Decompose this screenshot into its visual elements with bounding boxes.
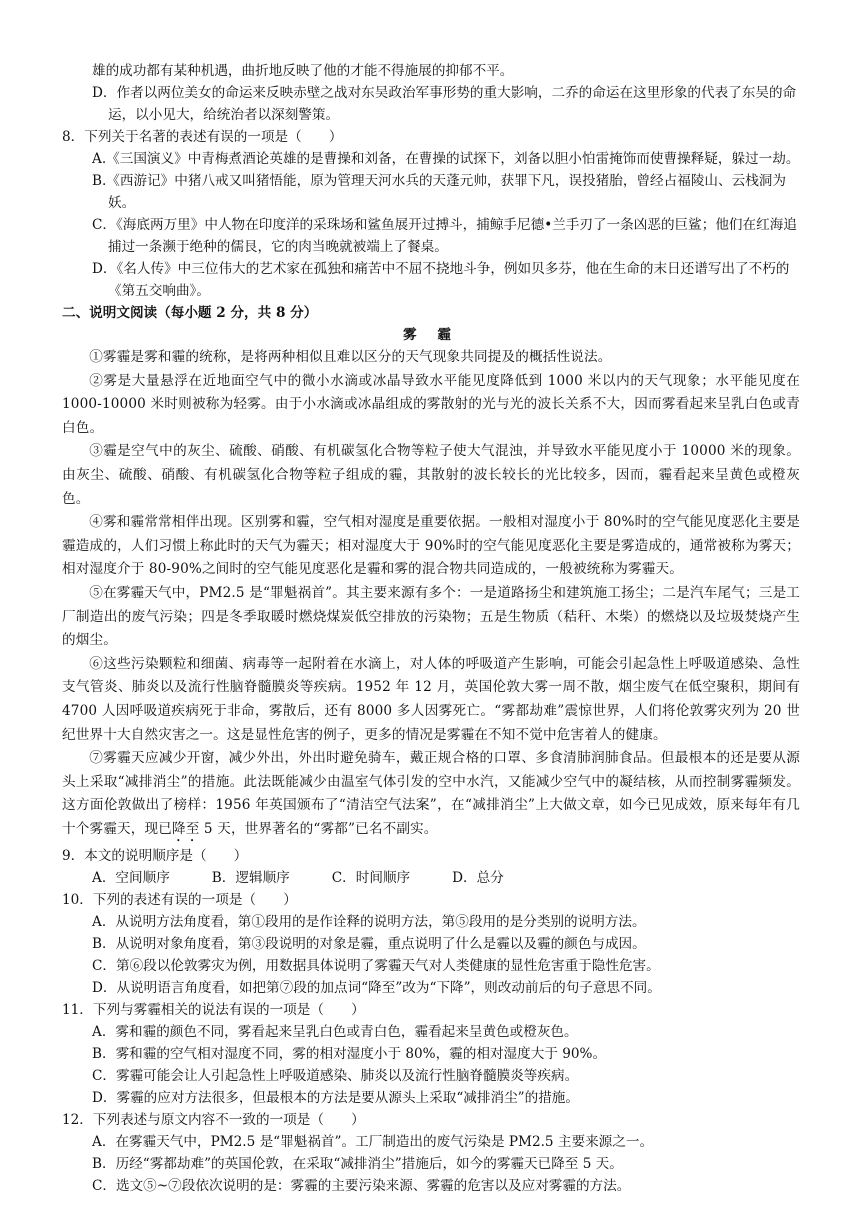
question-stem: 11．下列与雾霾相关的说法有误的一项是（ ） [62,1001,365,1018]
dotted-word: 降至 [171,820,200,837]
option-d: D．从说明语言角度看，如把第⑦段的加点词“降至”改为“下降”，则改动前后的句子意思不同。 [92,979,661,996]
option-c: C．选文⑤~⑦段依次说明的是：雾霾的主要污染来源、雾霾的危害以及应对雾霾的方法。 [92,1177,631,1194]
option-b: B．从说明对象角度看，第③段说明的对象是霾，重点说明了什么是霾以及霾的颜色与成因。 [92,935,646,952]
question-stem: 8．下列关于名著的表述有误的一项是（ ） [62,129,343,145]
question-10 [62,889,800,999]
question-stem: 12．下列表述与原文内容不一致的一项是（ ） [62,1111,365,1128]
article-title: 雾 霾 [403,327,459,343]
option-c: C．时间顺序 [331,869,411,886]
option-c: C．《海底两万里》中人物在印度洋的采珠场和鲨鱼展开过搏斗，捕鲸手尼德•兰手刃了一条凶恶的巨鲨；他们在红海追捕过一条濒于绝种的儒艮，它的肉当晚就被端上了餐桌。 [92,217,797,255]
question-11 [62,999,800,1109]
option-d: D．作者以两位美女的命运来反映赤壁之战对东吴政治军事形势的重大影响，二乔的命运在这里形象的代表了东吴的命运，以小见大，给统治者以深刻警策。 [92,85,797,123]
option-c: C．第⑥段以伦敦雾灾为例，用数据具体说明了雾霾天气对人类健康的显性危害重于隐性危害。 [92,957,660,974]
section-heading: 二、说明文阅读（每小题 2 分，共 8 分） [62,305,318,321]
paragraph-text: ⑦雾霾天应减少开窗，减少外出，外出时避免骑车，戴正规合格的口罩、多食清肺润肺食品。但最根本的还是要从源头上采取“减排消尘”的措施。此法既能减少由温室气体引发的空中水汽，又能减少空气中的凝结核，从而控制雾霾频发。这方面伦敦做出了榜样：1956 年英国颁布了“清洁空气法案”，在“减排消尘”上大做文章，如今已见成效，原来每年有几十个雾霾天，现已 [62,750,800,837]
article-paragraph-2: ②雾是大量悬浮在近地面空气中的微小水滴或冰晶导致水平能见度降低到 1000 米以内的天气现象；水平能见度在 1000-10000 米时则被称为轻雾。由于小水滴或冰晶组成的雾散射的光与光的波长关系不大，因而雾看起来呈乳白色或青白色。 [62,372,800,436]
option-a: A．在雾霾天气中，PM2.5 是“罪魁祸首”。工厂制造出的废气污染是 PM2.5 主要来源之一。 [92,1133,654,1150]
article-paragraph-1: ①雾霾是雾和霾的统称，是将两种相似且难以区分的天气现象共同提及的概括性说法。 [89,349,612,365]
option-b: B．逻辑顺序 [211,869,290,886]
option-d: D．总分 [452,869,504,886]
question-12 [62,1109,800,1197]
question-stem: 10．下列的表述有误的一项是（ ） [62,891,297,908]
option-d: D．《名人传》中三位伟大的艺术家在孤独和痛苦中不屈不挠地斗争，例如贝多芬，他在生命的末日还谱写出了不朽的《第五交响曲》。 [92,261,790,299]
option-b: B．历经“雾都劫难”的英国伦敦，在采取“减排消尘”措施后，如今的雾霾天已降至 5 天。 [92,1155,623,1172]
option-b: B．雾和霾的空气相对湿度不同，雾的相对湿度小于 80%，霾的相对湿度大于 90%。 [92,1045,607,1062]
article-paragraph-3: ③霾是空气中的灰尘、硫酸、硝酸、有机碳氢化合物等粒子使大气混浊，并导致水平能见度小于 10000 米的现象。由灰尘、硫酸、硝酸、有机碳氢化合物等粒子组成的霾，其散射的波长较长的光比较多，因而，霾看起来呈黄色或橙灰色。 [62,443,800,507]
article-paragraph-4: ④雾和霾常常相伴出现。区别雾和霾，空气相对湿度是重要依据。一般相对湿度小于 80%时的空气能见度恶化主要是霾造成的，人们习惯上称此时的天气为霾天；相对湿度大于 90%时的空气能见度恶化主要是雾造成的，通常被称为雾天；相对湿度介于 80-90%之间时的空气能见度恶化是霾和雾的混合物共同造成的，一般被统称为雾霾天。 [62,514,800,578]
question-stem: 9．本文的说明顺序是（ ） [62,847,248,864]
option-a: A．空间顺序 [92,869,170,886]
option-a: A．雾和霾的颜色不同，雾看起来呈乳白色或青白色，霾看起来呈黄色或橙灰色。 [92,1023,578,1040]
option-a: A．从说明方法角度看，第①段用的是作诠释的说明方法，第⑤段用的是分类别的说明方法。 [92,913,646,930]
article-paragraph-5: ⑤在雾霾天气中，PM2.5 是“罪魁祸首”。其主要来源有多个：一是道路扬尘和建筑施工扬尘；二是汽车尾气；三是工厂制造出的废气污染；四是冬季取暖时燃烧煤炭低空排放的污染物；五是生物质（秸秆、木柴）的燃烧以及垃圾焚烧产生的烟尘。 [62,584,800,649]
option-b: B.《西游记》中猪八戒又叫猪悟能，原为管理天河水兵的天蓬元帅，获罪下凡，误投猪胎，曾经占福陵山、云栈洞为妖。 [92,173,786,211]
article-paragraph-7 [62,747,800,845]
paragraph-text: 5 天，世界著名的“雾都”已名不副实。 [199,820,438,837]
exam-page [62,60,800,1197]
reading-section [62,302,800,845]
option-c-continuation: 雄的成功都有某种机遇，曲折地反映了他的才能不得施展的抑郁不平。 [92,63,514,79]
question-8 [62,126,800,302]
article-paragraph-6: ⑥这些污染颗粒和细菌、病毒等一起附着在水滴上，对人体的呼吸道产生影响，可能会引起急性上呼吸道感染、急性支气管炎、肺炎以及流行性脑脊髓膜炎等疾病。1952 年 12 月，英国伦敦大雾一周不散，烟尘废气在低空聚积，期间有 4700 人因呼吸道疾病死于非命，雾散后，还有 8000 多人因雾死亡。“雾都劫难”震惊世界，人们将伦敦雾灾列为 20 世纪世界十大自然灾害之一。这是显性危害的例子，更多的情况是雾霾在不知不觉中危害着人的健康。 [62,655,800,743]
option-c: C．雾霾可能会让人引起急性上呼吸道感染、肺炎以及流行性脑脊髓膜炎等疾病。 [92,1067,579,1084]
option-a: A.《三国演义》中青梅煮酒论英雄的是曹操和刘备，在曹操的试探下，刘备以胆小怕雷掩饰而使曹操释疑，躲过一劫。 [92,151,800,167]
choice-row [62,867,800,889]
question-9 [62,845,800,889]
option-d: D．雾霾的应对方法很多，但最根本的方法是要从源头上采取“减排消尘”的措施。 [92,1089,579,1106]
